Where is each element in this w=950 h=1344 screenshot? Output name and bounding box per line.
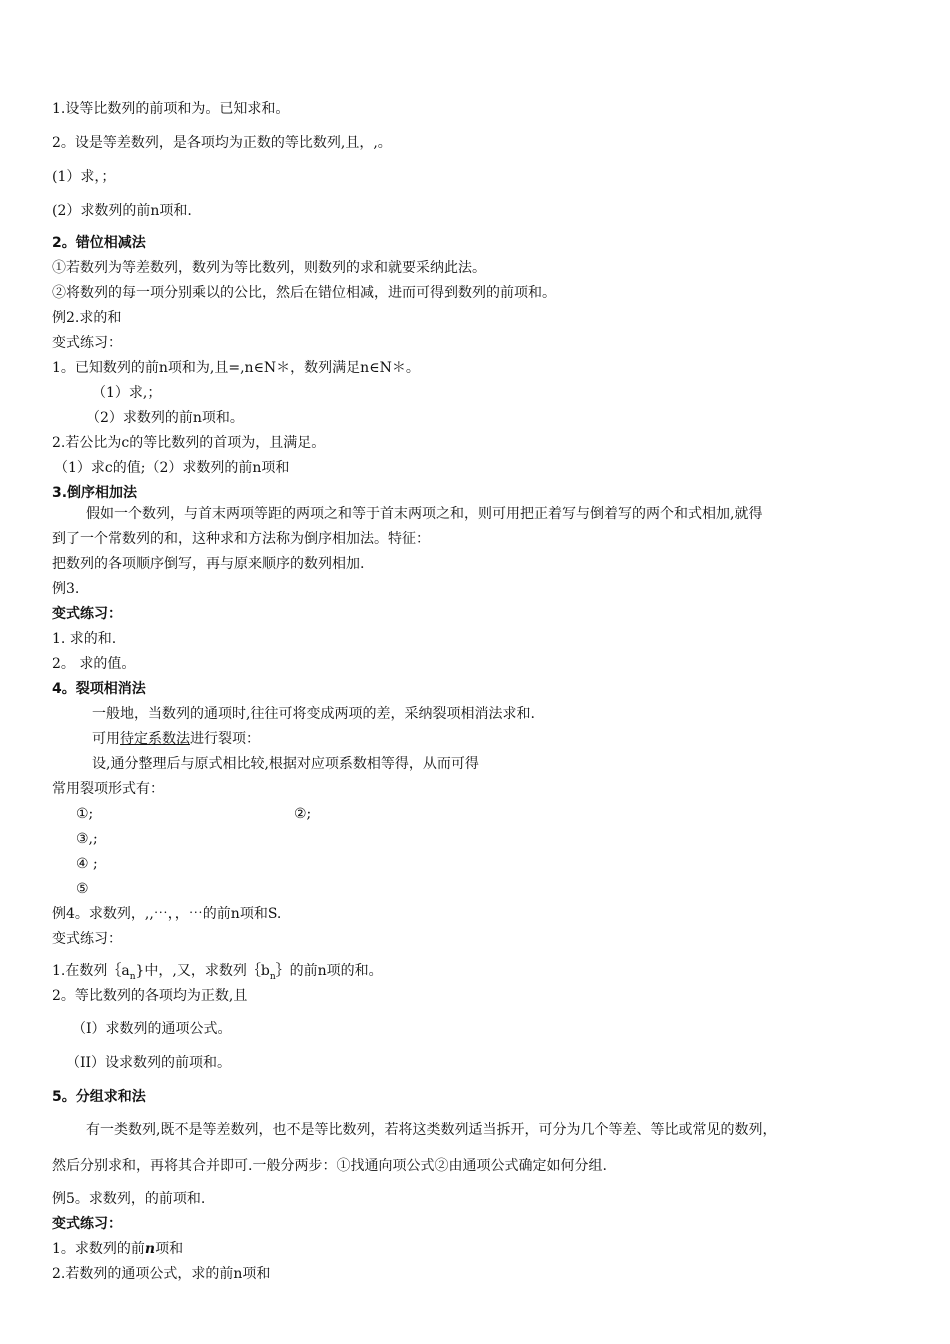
form-4: ④ ; — [76, 856, 98, 872]
exercise-2-2: 2.若公比为c的等比数列的首项为，且满足。 — [52, 435, 326, 451]
section-2-title: 2。错位相减法 — [52, 235, 146, 251]
problem-2-part-1: (1）求，； — [52, 169, 116, 185]
exercise-heading-4: 变式练习： — [52, 931, 122, 947]
section-5-title: 5。分组求和法 — [52, 1089, 146, 1105]
example-2: 例2.求的和 — [52, 310, 122, 326]
exercise-2-1-part-2: （2）求数列的前n项和。 — [86, 410, 244, 426]
section-3-para-3: 把数列的各项顺序倒写，再与原来顺序的数列相加. — [52, 556, 365, 572]
section-3-title: 3.倒序相加法 — [52, 485, 138, 501]
exercise-heading-5: 变式练习： — [52, 1216, 122, 1232]
section-3-para-2: 到了一个常数列的和，这种求和方法称为倒序相加法。特征： — [52, 531, 430, 547]
exercise-4-1-b: }中，,又，求数列｛b — [135, 963, 270, 979]
exercise-4-1-a: 1.在数列｛a — [52, 963, 130, 979]
section-5-para-2: 然后分别求和，再将其合并即可.一般分两步：①找通向项公式②由通项公式确定如何分组. — [52, 1158, 607, 1174]
problem-1: 1.设等比数列的前项和为。已知求和。 — [52, 101, 290, 117]
variable-n: n — [144, 1241, 156, 1257]
exercise-5-1 — [52, 1240, 183, 1258]
section-2-point-2: ②将数列的每一项分别乘以的公比，然后在错位相减，进而可得到数列的前项和。 — [52, 285, 556, 301]
problem-2: 2。设是等差数列，是各项均为正数的等比数列,且，,。 — [52, 135, 392, 151]
exercise-2-2-parts: （1）求c的值;（2）求数列的前n项和 — [54, 460, 290, 476]
form-2: ②; — [294, 806, 312, 822]
section-3-para-1: 假如一个数列，与首末两项等距的两项之和等于首末两项之和，则可用把正着写与倒着写的两个和式相加,就得 — [86, 506, 763, 522]
example-4: 例4。求数列，,,⋯，，⋯的前n项和S. — [52, 906, 282, 922]
exercise-4-2: 2。等比数列的各项均为正数,且 — [52, 988, 248, 1004]
section-4-para-1: 一般地，当数列的通项时,往往可将变成两项的差，采纳裂项相消法求和. — [92, 706, 535, 722]
section-4-para-2-end: 进行裂项： — [190, 731, 260, 747]
section-4-para-2 — [92, 730, 260, 748]
section-2-point-1: ①若数列为等差数列，数列为等比数列，则数列的求和就要采纳此法。 — [52, 260, 486, 276]
form-1: ①; — [76, 806, 94, 822]
problem-2-part-2: (2）求数列的前n项和. — [52, 203, 192, 219]
method-term: 待定系数法 — [120, 731, 190, 747]
exercise-4-1 — [52, 962, 383, 986]
exercise-heading-3: 变式练习： — [52, 606, 122, 622]
exercise-4-2-part-1: （I）求数列的通项公式。 — [72, 1021, 232, 1037]
subscript-n: n — [269, 971, 276, 982]
exercise-3-1: 1. 求的和. — [52, 631, 117, 647]
exercise-4-2-part-2: （II）设求数列的前项和。 — [66, 1055, 232, 1071]
exercise-5-2: 2.若数列的通项公式，求的前n项和 — [52, 1266, 271, 1282]
exercise-5-1-a: 1。求数列的前 — [52, 1241, 145, 1257]
section-4-para-2-start: 可用 — [92, 731, 120, 747]
section-4-para-3: 设,通分整理后与原式相比较,根据对应项系数相等得，从而可得 — [92, 756, 479, 772]
exercise-2-1-part-1: （1）求,； — [92, 385, 162, 401]
form-3: ③,; — [76, 831, 98, 847]
common-forms-heading: 常用裂项形式有： — [52, 781, 164, 797]
subscript-n: n — [129, 971, 136, 982]
section-5-para-1: 有一类数列,既不是等差数列，也不是等比数列，若将这类数列适当拆开，可分为几个等差、等比或常见的数列， — [86, 1122, 777, 1138]
section-4-title: 4。裂项相消法 — [52, 681, 146, 697]
form-5: ⑤ — [76, 881, 89, 897]
exercise-2-1: 1。已知数列的前n项和为,且=,n∈N＊，数列满足n∈N＊。 — [52, 360, 420, 376]
example-5: 例5。求数列，的前项和. — [52, 1191, 206, 1207]
example-3: 例3. — [52, 581, 80, 597]
exercise-4-1-c: ｝的前n项的和。 — [275, 963, 383, 979]
exercise-heading-2: 变式练习： — [52, 335, 122, 351]
exercise-3-2: 2。 求的值。 — [52, 656, 136, 672]
exercise-5-1-b: 项和 — [155, 1241, 184, 1257]
